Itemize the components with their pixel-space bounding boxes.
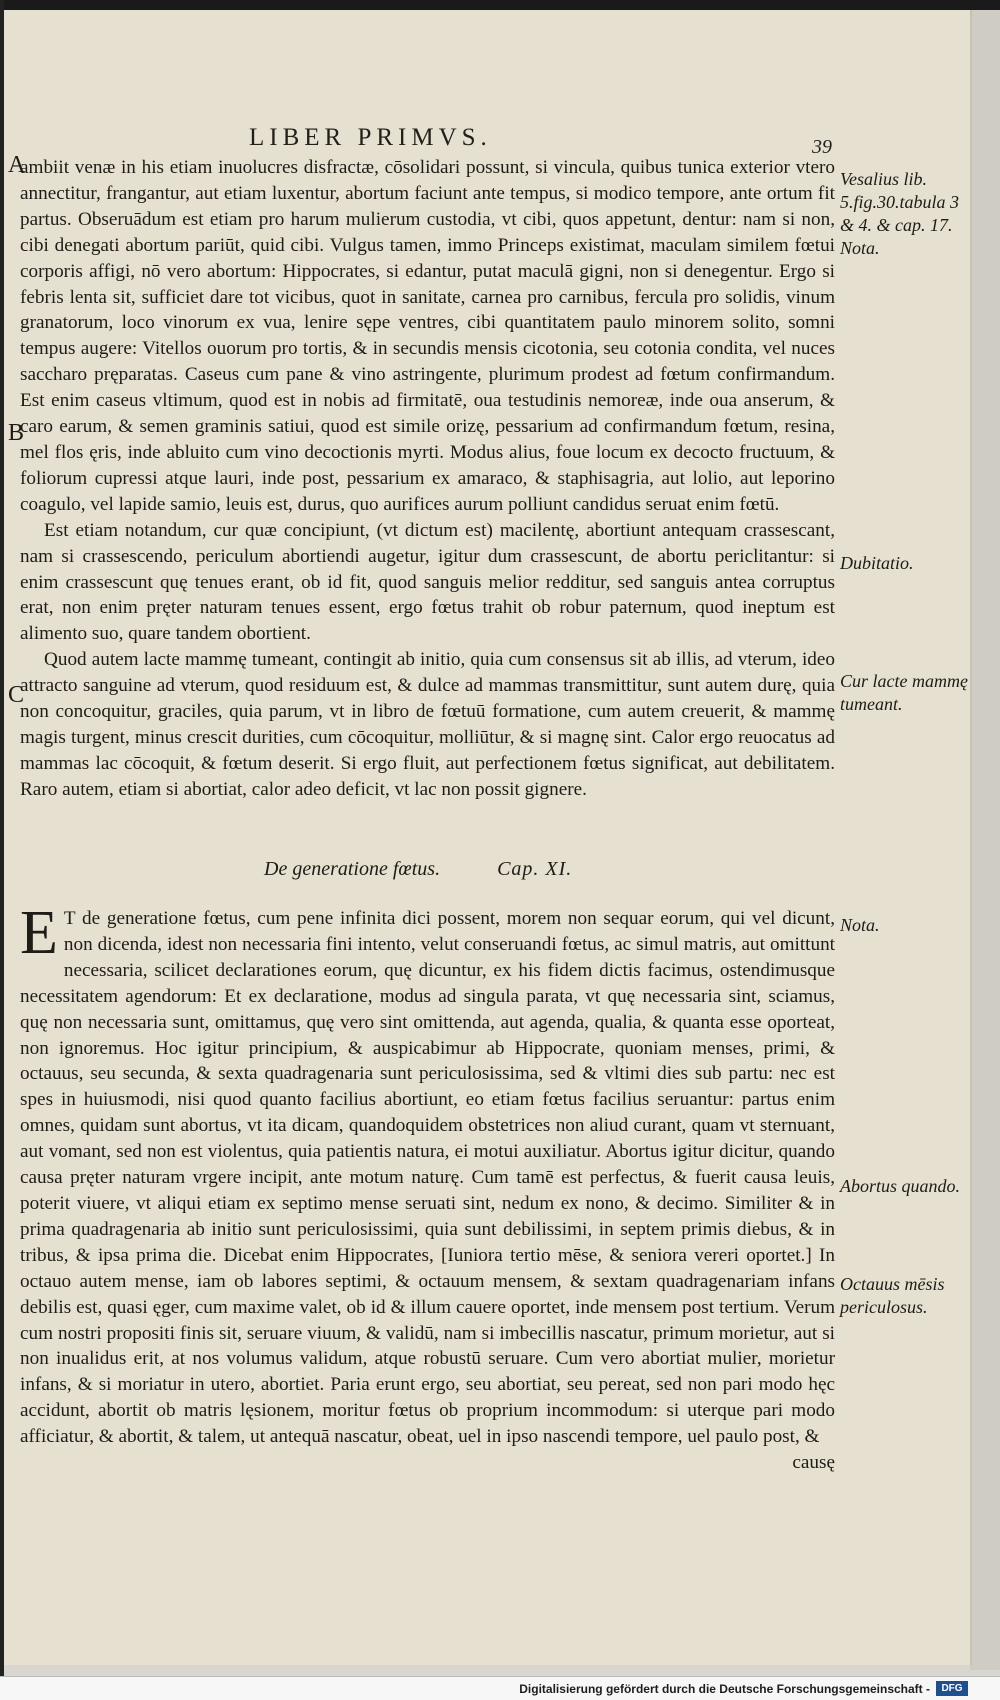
scan-top-border	[0, 0, 1000, 10]
marginal-note: Abortus quando.	[840, 1176, 961, 1196]
dfg-logo: DFG	[936, 1681, 968, 1696]
marginal-note: Cur lacte mammę tumeant.	[840, 671, 968, 714]
chapter-number: Cap. XI.	[497, 858, 573, 880]
margin-letter-b: B	[8, 420, 25, 446]
paragraph: ambiit venæ in his etiam inuolucres disfractæ, cōsolidari possunt, si vincula, quibus tunica exterior vtero annectitur, frangantur, aut etiam luxentur, abortum faciunt ante tempus, si modico tempore, ante ortum fit partus. Obseruādum est etiam pro harum mulierum custodia, vt cibi, quos appetunt, dentur: nam si non, cibi denegati abortum pariūt, quid cibi. Vulgus tamen, immo Princeps existimat, maculam similem fœtui corporis affigi, nō vero abortum: Hippocrates, si edantur, putat maculā gigni, non si denegentur. Ergo si febris lenta sit, sufficiet dare tot vicibus, quot in sanitate, carnea pro carnibus, fercula pro solidis, vinum granatorum, loco vinorum ex vua, lenire sępe ventres, cibi quantitatem paulo minorem solito, somni tempus augere: Vitellos ouorum pro tortis, & in secundis mensis cicotonia, seu cotonia condita, vel nuces saccharo pręparatas. Caseus cum pane & vino astringente, plurimum prodest ad fœtum confirmandum. Est enim caseus vltimum, quod est in nobis ad firmitatē, oua testudinis nemoreæ, inde oua anserum, & caro earum, & semen graminis satiui, quod est simile orizę, pessarium ad confirmandum fœtum, resina, mel flos ęris, inde abluito cum vino decoctionis myrti. Modus alius, foue locum ex decocto fructuum, & foliorum cupressi atque lauri, inde post, pessarium ex amaraco, & staphisagria, aut lolio, aut leporino coagulo, vel lapide samio, leuis est, durus, quo aurifices aurum polliunt candidus seruat enim fœtū.	[20, 157, 835, 515]
catchword: causę	[792, 1452, 835, 1474]
chapter-body-text: T de generatione fœtus, cum pene infinita dici possent, morem non sequar eorum, qui vel dicunt, non dicenda, idest non necessaria fini intento, velut conseruandi fœtus, ac simul matris, aut omittunt necessaria, scilicet declarationes eorum, quę dicuntur, ex his fidem dictis facimus, ostendimusque necessitatem agendorum: Et ex declaratione, modus ad singula parata, vt quę necessaria sint, sciamus, quę non necessaria sunt, omittamus, quę vero sint omittenda, aut agenda, qualia, & quanta esse oporteat, non ignoremus. Hoc igitur principium, & auspicabimur ab Hippocrate, quoniam menses, primi, & octauus, seu secunda, & sexta quadragenaria sunt periculosissima, sed & vltimi dies sub partu: nec est spes in huiusmodi, nisi quod quanto facilius abortiunt, eo etiam fœtus facilius seruantur: partus enim omnes, quidam sunt abortus, vt ita dicam, quandoquidem obstetrices non aliud curant, quam vt sternuant, aut vomant, sed non est violentus, quia patientis natura, ei motui auxiliatur. Abortus igitur dicitur, quando causa pręter naturam vrgere incipit, ante motum naturę. Cum tamē est perfectus, & fuerit causa leuis, poterit viuere, vt aliqui etiam ex septimo mense seruati sint, nedum ex nono, & decimo. Similiter & in prima quadragenaria ab initio sunt periculosissimi, quia sunt debilissimi, in septem primis diebus, & in tribus, & ipsa prima die. Dicebat enim Hippocrates, [Iuniora tertio mēse, & seniora vereri oportet.] In octauo autem mense, iam ob labores septimi, & octauum mensem, & sextam quadragenariam infans debilis est, quasi ęger, cum maxime valet, ob id & illum cauere oportet, inde mensem post tertium. Verum cum nostri propositi finis sit, seruare viuum, & validū, nam si imbecillis nascatur, primum morietur, aut si non inualidus erit, at nos volumus validum, atque robustū seruare. Cum vero abortiat mulier, morietur infans, & si moriatur in utero, abortiet. Paria erunt ergo, seu abortiat, seu pereat, sed non pari modo hęc accidunt, abortit ob matris lęsionem, moritur fœtus ob proprium incommodum: si uterque pari modo afficiatur, & abortit, & talem, ut antequā nascatur, obeat, uel in ipso nascendi tempore, uel paulo post, &	[20, 908, 835, 1448]
digitization-footer	[0, 1676, 1000, 1700]
margin-letter-c: C	[8, 682, 25, 708]
chapter-title: De generatione fœtus.	[264, 858, 441, 880]
body-text-chapter	[20, 899, 835, 1476]
marginal-note: Dubitatio.	[840, 553, 914, 573]
folio-number: 39	[812, 136, 832, 158]
marginal-note: Vesalius lib. 5.fig.30.tabula 3 & 4. & cap. 17. Nota.	[840, 169, 960, 258]
drop-capital: E	[20, 899, 58, 967]
margin-letter-a: A	[8, 152, 26, 178]
book-page	[4, 10, 972, 1665]
body-text-top	[20, 155, 835, 803]
paragraph: Quod autem lacte mammę tumeant, contingit ab initio, quia cum consensus sit ab illis, ad vterum, ideo attracto sanguine ad vterum, quod residuum est, & dulce ad mammas transmittitur, sunt autem durę, quia non concoquitur, graciles, quia parum, vt in libro de fœtuū formatione, cum autem creuerit, & mammę magis turgent, minus crescit durities, cum cōcoquitur, molliūtur, & si magnę sint. Calor ergo reuocatus ad mammas lac cōcoquit, & fœtum deserit. Si ergo fluit, aut perfectionem fœtus significat, aut debilitatem. Raro autem, etiam si abortiat, calor adeo deficit, vt lac non possit gignere.	[20, 649, 835, 800]
paragraph: Est etiam notandum, cur quæ concipiunt, (vt dictum est) macilentę, abortiunt antequam crassescant, nam si crassescendo, periculum abortiendi augetur, igitur dum crassescunt, de abortu periclitantur: si enim crassescunt quę tenues erant, ob id fit, quod sanguis melior redditur, sed sanguis antea corruptus erat, non enim pręter naturam tenues essent, ergo fœtus trahit ob robur paternum, quod ineptum est alimento suo, quare tandem obortient.	[20, 519, 835, 645]
paragraph	[20, 899, 835, 1450]
running-head: LIBER PRIMVS.	[249, 124, 492, 151]
footer-credit: Digitalisierung gefördert durch die Deutsche Forschungsgemeinschaft -	[519, 1682, 930, 1696]
chapter-heading	[264, 858, 572, 881]
marginal-note: Nota.	[840, 915, 880, 935]
scan-right-border	[970, 10, 1000, 1670]
marginal-note: Octauus mēsis periculosus.	[840, 1274, 945, 1317]
